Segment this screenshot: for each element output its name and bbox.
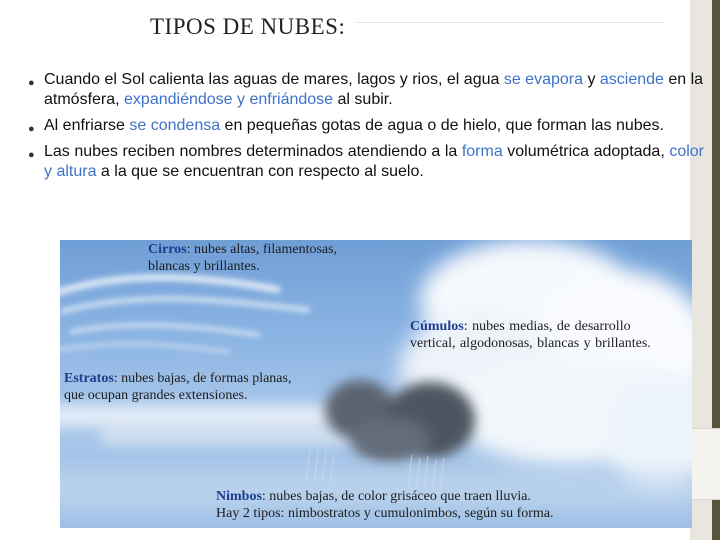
bullet-text-run: a la que se encuentran con respecto al suelo. [96,163,424,180]
bullet-text-run: en la atmósfera, [44,71,704,108]
caption-line: que ocupan grandes extensiones. [64,388,248,403]
highlighted-term: forma [461,143,503,160]
bullet-text [44,71,703,108]
bullet-dot-icon: ● [28,123,35,135]
caption-line: Hay 2 tipos: nimbostratos y cumulonimbos, según su forma. [216,506,554,521]
bullet-text-run: volumétrica adoptada, [502,143,670,160]
bullet-text-run: Al enfriarse [44,117,130,134]
bullet-text-run: y [583,71,600,88]
bullet-dot-icon: ● [28,149,35,161]
caption-line: vertical, algodonosas, blancas y brillantes. [410,336,651,351]
caption-cirros [148,241,337,275]
bullet-text-run: Cuando el Sol calienta las aguas de mares, lagos y rios, el agua [44,71,504,88]
side-bar-notch [690,428,720,500]
caption-cumulos [410,318,651,352]
highlighted-term: se condensa [129,117,221,134]
caption-term: Cirros [148,242,187,257]
caption-term: Nimbos [216,489,262,504]
bullet-item [28,142,704,182]
highlighted-term: se evapora [503,71,583,88]
bullet-text-run: al subir. [333,91,393,108]
caption-line: : nubes bajas, de color grisáceo que traen lluvia. [261,489,531,504]
bullet-item [28,70,704,110]
caption-term: Cúmulos [410,319,464,334]
cirrus-cloud-shape [60,278,310,353]
caption-line: : nubes medias, de desarrollo [463,319,631,334]
caption-line: : nubes bajas, de formas planas, [113,371,292,386]
bullet-text-run: en pequeñas gotas de agua o de hielo, que forman las nubes. [220,117,664,134]
bullet-list [28,70,704,188]
bullet-text-run: Las nubes reciben nombres determinados atendiendo a la [44,143,462,160]
title-rule [355,22,665,23]
slide-title: TIPOS DE NUBES: [150,14,346,39]
caption-estratos [64,370,291,404]
highlighted-term: expandiéndose y enfriándose [124,91,334,108]
caption-term: Estratos [64,371,114,386]
bullet-dot-icon: ● [28,77,35,89]
bullet-text [44,117,664,134]
caption-nimbos [216,488,554,522]
caption-line: blancas y brillantes. [148,259,260,274]
cloud-types-illustration [60,240,692,528]
highlighted-term: asciende [599,71,664,88]
bullet-text [44,143,704,180]
caption-line: : nubes altas, filamentosas, [186,242,338,257]
highlighted-term: color y altura [44,143,704,180]
nimbus-cloud-shape [325,380,475,462]
bullet-item [28,116,704,136]
